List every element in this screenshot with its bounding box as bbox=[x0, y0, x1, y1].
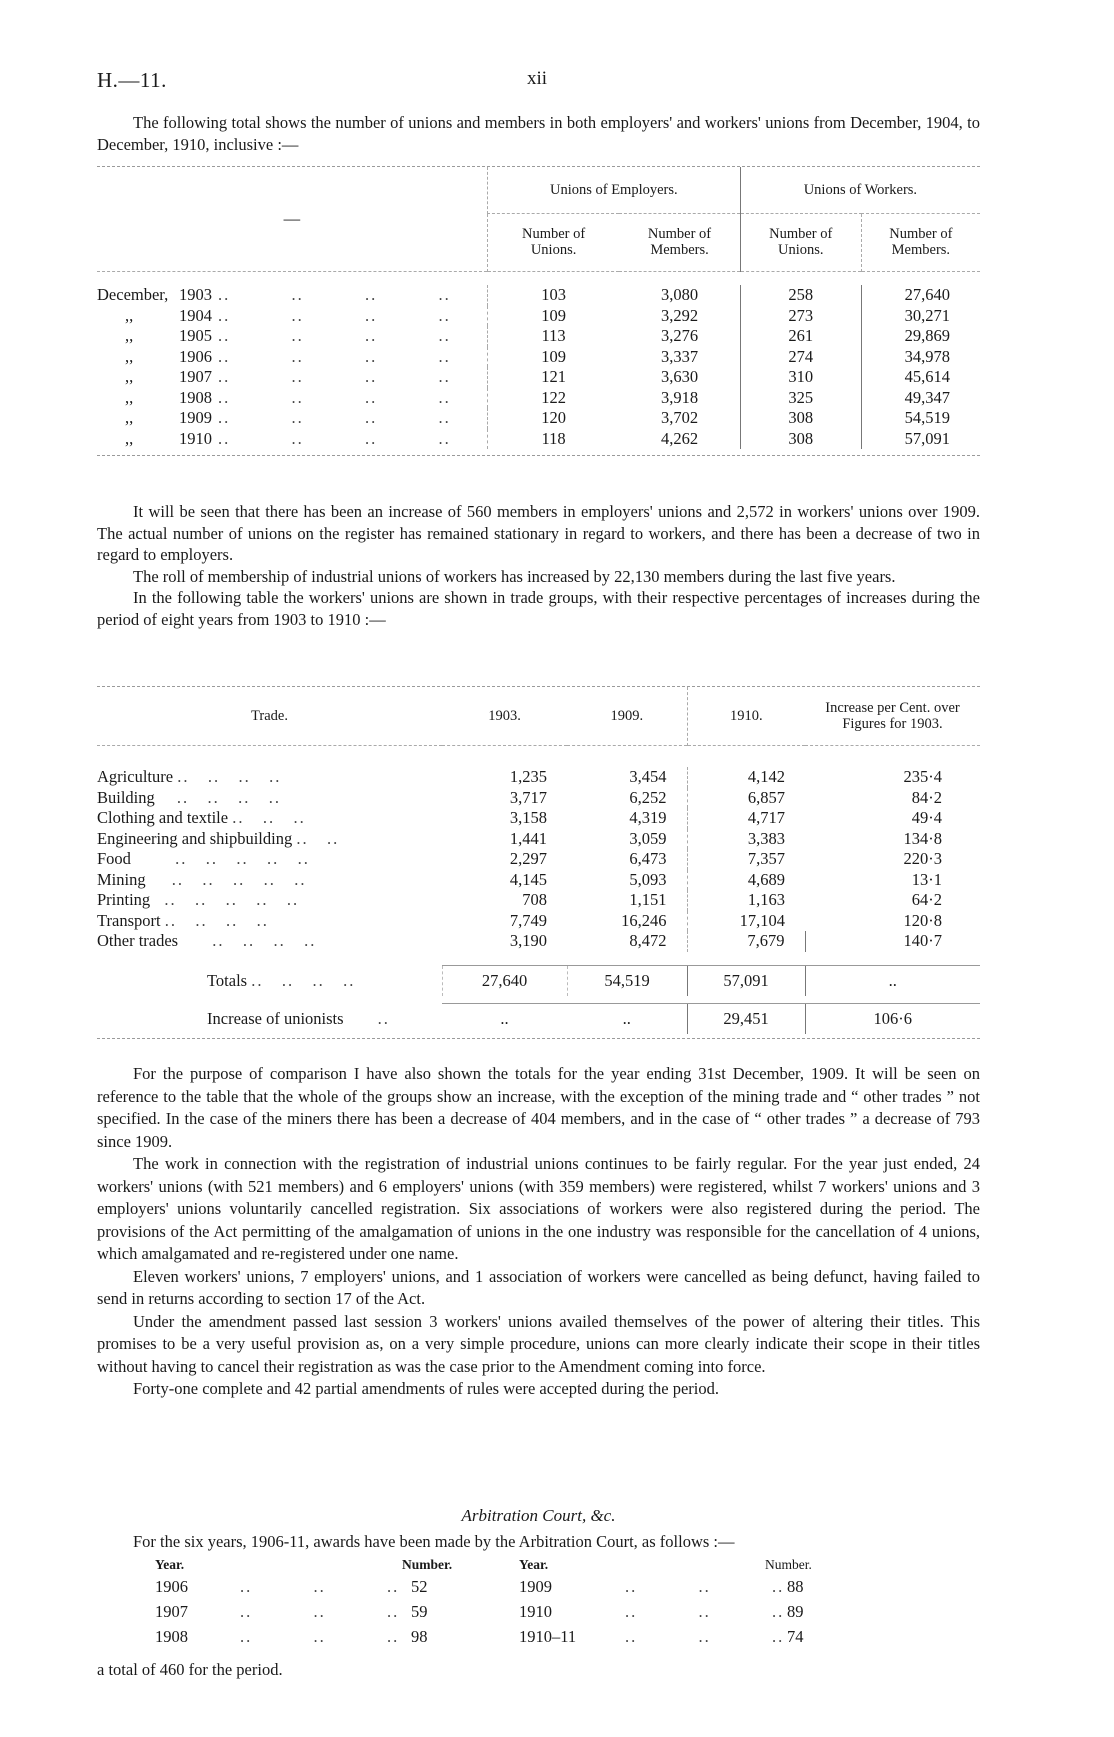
paragraph: The work in connection with the registration of industrial unions continues to be fairly regular. For the year just ended, 24 workers' unions (with 521 members) and 6 employers' unions (with 359 members) were registered, whilst 7 workers' unions and 3 employers' unions voluntarily cancelled registration. Six associations of workers were also registered during the period. The provisions of the Act permitting of the amalgamation of unions in the one industry was responsible for the cancellation of 4 unions, which amalgamated and re-registered under one name. bbox=[97, 1154, 980, 1263]
trade-name: Building bbox=[97, 787, 155, 807]
trade-name: Mining bbox=[97, 869, 146, 889]
value-increase-pct: 120·8 bbox=[903, 910, 942, 930]
award-number: 59 bbox=[411, 1602, 428, 1621]
paragraph: Eleven workers' unions, 7 employers' unions, and 1 association of workers were cancelled as being defunct, having failed to send in returns according to section 17 of the Act. bbox=[97, 1266, 980, 1308]
table-row bbox=[97, 388, 980, 409]
row-year: 1908 bbox=[179, 387, 212, 407]
value-1909: 5,093 bbox=[629, 869, 667, 889]
employer-members: 3,276 bbox=[660, 326, 699, 346]
dot-leader: .. .. .. .. bbox=[177, 767, 282, 787]
worker-members: 49,347 bbox=[861, 388, 980, 409]
row-year: 1907 bbox=[179, 367, 212, 387]
employer-unions: 109 bbox=[487, 306, 619, 327]
paragraph: In the following table the workers' unions are shown in trade groups, with their respective percentages of increases during the period of eight years from 1903 to 1910 :— bbox=[97, 588, 980, 629]
table-row bbox=[97, 808, 980, 829]
value-1910: 1,163 bbox=[687, 890, 805, 911]
value-1910: 17,104 bbox=[687, 911, 805, 932]
row-year: 1905 bbox=[179, 326, 212, 346]
dot-leader: .. .. .. bbox=[240, 1627, 400, 1646]
total-increase-pct: .. bbox=[805, 966, 980, 996]
dot-leader: .. .. .. .. bbox=[164, 910, 269, 930]
section-heading: Arbitration Court, &c. bbox=[461, 1506, 616, 1525]
dot-leader: .. .. .. .. bbox=[218, 305, 451, 325]
trade-name: Food bbox=[97, 849, 131, 869]
award-number: 74 bbox=[787, 1627, 804, 1646]
increase-1910: 29,451 bbox=[687, 1004, 805, 1034]
value-1909: 3,454 bbox=[629, 767, 667, 787]
closing-line: a total of 460 for the period. bbox=[97, 1660, 283, 1679]
dot-leader: .. .. .. .. bbox=[218, 326, 451, 346]
worker-members: 57,091 bbox=[861, 429, 980, 450]
worker-members: 30,271 bbox=[861, 306, 980, 327]
dot-leader: .. .. .. .. .. bbox=[175, 849, 310, 869]
employer-members: 3,702 bbox=[660, 408, 699, 428]
document-reference: H.—11. bbox=[97, 68, 167, 92]
worker-unions: 261 bbox=[740, 326, 861, 347]
value-1909: 8,472 bbox=[629, 931, 667, 951]
value-1909: 4,319 bbox=[629, 808, 667, 828]
increase-label: Increase of unionists bbox=[207, 1008, 344, 1028]
table-row bbox=[97, 788, 980, 809]
table-row bbox=[97, 849, 980, 870]
award-number: 89 bbox=[787, 1602, 804, 1621]
table2 bbox=[97, 687, 980, 1034]
row-label-prefix: ,, bbox=[125, 428, 134, 448]
trade-groups-table bbox=[97, 686, 980, 1039]
dot-leader: .. .. .. .. bbox=[251, 970, 356, 990]
value-increase-pct: 84·2 bbox=[911, 787, 942, 807]
col-header-number-left: Number. bbox=[402, 1557, 453, 1572]
intro-paragraph: The following total shows the number of unions and members in both employers' and workers' unions from December, 1904, to December, 1910, inclusive :— bbox=[97, 113, 980, 154]
dot-leader: .. .. .. bbox=[240, 1602, 400, 1621]
award-year: 1909 bbox=[519, 1577, 552, 1596]
worker-unions: 325 bbox=[740, 388, 861, 409]
value-1903: 1,441 bbox=[509, 828, 547, 848]
table-row bbox=[97, 931, 980, 952]
employer-unions: 120 bbox=[487, 408, 619, 429]
employer-members: 3,292 bbox=[660, 305, 699, 325]
table-row bbox=[97, 890, 980, 911]
paragraph: Forty-one complete and 42 partial amendments of rules were accepted during the period. bbox=[133, 1379, 719, 1398]
dot-leader: .. .. .. .. bbox=[218, 285, 451, 305]
row-label-prefix: ,, bbox=[125, 305, 134, 325]
worker-unions: 308 bbox=[740, 429, 861, 450]
page-header bbox=[97, 68, 980, 94]
table-row bbox=[97, 367, 980, 388]
award-year: 1910 bbox=[519, 1602, 552, 1621]
value-1910: 4,142 bbox=[687, 767, 805, 788]
col-header-employer-unions: Number of Unions. bbox=[487, 213, 619, 271]
page-number: xii bbox=[527, 68, 548, 89]
table-row bbox=[97, 408, 980, 429]
table-bottom-rule bbox=[97, 1038, 980, 1039]
employer-members: 4,262 bbox=[660, 428, 699, 448]
dot-leader: .. bbox=[377, 1008, 390, 1028]
col-header-year-right: Year. bbox=[519, 1557, 549, 1572]
table-bottom-rule bbox=[97, 455, 980, 456]
paragraph: For the purpose of comparison I have also shown the totals for the year ending 31st December, 1909. It will be seen on reference to the table that the whole of the groups show an increase, with the exception of the mining trade and “ other trades ” not specified. In the case of the miners there has been a decrease of 404 members, and in the case of “ other trades ” a decrease of 793 since 1909. bbox=[97, 1064, 980, 1151]
table-row bbox=[97, 829, 980, 850]
value-1910: 7,679 bbox=[687, 931, 805, 952]
registration-section bbox=[97, 1063, 980, 1401]
dot-leader: .. .. .. .. bbox=[218, 428, 451, 448]
worker-members: 45,614 bbox=[861, 367, 980, 388]
worker-members: 54,519 bbox=[861, 408, 980, 429]
dot-leader: .. .. .. .. bbox=[218, 346, 451, 366]
table-row bbox=[97, 870, 980, 891]
dot-leader: .. .. .. bbox=[625, 1602, 785, 1621]
col-header-number-right: Number. bbox=[765, 1557, 812, 1572]
trade-name: Clothing and textile bbox=[97, 808, 229, 828]
dot-leader: .. .. bbox=[296, 828, 340, 848]
analysis-section bbox=[97, 501, 980, 630]
value-1903: 3,717 bbox=[509, 787, 547, 807]
col-header-worker-members: Number of Members. bbox=[861, 213, 980, 271]
employer-unions: 103 bbox=[487, 285, 619, 306]
arbitration-section bbox=[97, 1503, 980, 1681]
paragraph: It will be seen that there has been an increase of 560 members in employers' unions and 2,572 in workers' unions over 1909. The actual number of unions on the register has remained stationary in regard to workers, and there has been a decrease of two in regard to employers. bbox=[97, 502, 980, 564]
value-1910: 6,857 bbox=[687, 788, 805, 809]
increase-1909: .. bbox=[622, 1008, 631, 1028]
employer-unions: 118 bbox=[487, 429, 619, 450]
dot-leader: .. .. .. bbox=[625, 1577, 785, 1596]
employer-members: 3,918 bbox=[660, 387, 699, 407]
col-header-trade: Trade. bbox=[251, 707, 288, 724]
row-year: 1903 bbox=[179, 285, 212, 305]
value-1909: 16,246 bbox=[621, 910, 667, 930]
dot-leader: .. .. .. .. bbox=[212, 931, 317, 951]
col-header-year-left: Year. bbox=[155, 1557, 185, 1572]
value-1903: 3,158 bbox=[509, 808, 547, 828]
increase-pct: 106·6 bbox=[805, 1004, 980, 1034]
value-1909: 6,252 bbox=[629, 787, 667, 807]
value-increase-pct: 220·3 bbox=[903, 849, 942, 869]
row-label-prefix: ,, bbox=[125, 367, 134, 387]
totals-row bbox=[97, 966, 980, 996]
dot-leader: .. .. .. bbox=[232, 808, 306, 828]
value-increase-pct: 140·7 bbox=[805, 931, 980, 952]
value-1903: 1,235 bbox=[509, 767, 547, 787]
table-row bbox=[97, 306, 980, 327]
table-row bbox=[97, 347, 980, 368]
total-1903: 27,640 bbox=[442, 966, 567, 996]
value-1910: 7,357 bbox=[687, 849, 805, 870]
value-1909: 3,059 bbox=[629, 828, 667, 848]
table-row bbox=[97, 767, 980, 788]
dot-leader: .. .. .. bbox=[240, 1577, 400, 1596]
employer-members: 3,630 bbox=[660, 367, 699, 387]
value-1909: 6,473 bbox=[629, 849, 667, 869]
worker-unions: 308 bbox=[740, 408, 861, 429]
row-year: 1909 bbox=[179, 408, 212, 428]
dot-leader: .. .. .. bbox=[625, 1627, 785, 1646]
dot-leader: .. .. .. .. bbox=[218, 387, 451, 407]
row-label-prefix: ,, bbox=[125, 346, 134, 366]
value-increase-pct: 13·1 bbox=[911, 869, 942, 889]
award-year: 1907 bbox=[155, 1602, 188, 1621]
increase-row bbox=[97, 1004, 980, 1034]
award-year: 1908 bbox=[155, 1627, 188, 1646]
table-row bbox=[97, 911, 980, 932]
award-row bbox=[155, 1602, 985, 1627]
worker-unions: 310 bbox=[740, 367, 861, 388]
trade-name: Engineering and shipbuilding bbox=[97, 828, 293, 848]
stub-header: — bbox=[283, 208, 301, 228]
increase-1903: .. bbox=[500, 1008, 509, 1028]
employer-unions: 122 bbox=[487, 388, 619, 409]
table-row bbox=[97, 285, 980, 306]
trade-name: Agriculture bbox=[97, 767, 174, 787]
worker-members: 29,869 bbox=[861, 326, 980, 347]
value-1910: 4,717 bbox=[687, 808, 805, 829]
worker-members: 34,978 bbox=[861, 347, 980, 368]
intro-section bbox=[97, 112, 980, 155]
dot-leader: .. .. .. .. .. bbox=[164, 890, 300, 910]
total-1909: 54,519 bbox=[567, 966, 687, 996]
arbitration-intro: For the six years, 1906-11, awards have been made by the Arbitration Court, as follows :— bbox=[133, 1532, 735, 1551]
col-header-1910: 1910. bbox=[687, 687, 805, 745]
award-year: 1906 bbox=[155, 1577, 188, 1596]
worker-unions: 273 bbox=[740, 306, 861, 327]
row-year: 1906 bbox=[179, 346, 212, 366]
awards-list bbox=[97, 1555, 980, 1655]
value-increase-pct: 64·2 bbox=[911, 890, 942, 910]
dot-leader: .. .. .. .. .. bbox=[171, 869, 307, 889]
col-header-worker-unions: Number of Unions. bbox=[740, 213, 861, 271]
paragraph: Under the amendment passed last session 3 workers' unions availed themselves of the power of altering their titles. This promises to be a very useful provision as, on a very simple procedure, unions can more clearly indicate their scope in their titles without having to cancel their registration as was the case prior to the Amendment coming into force. bbox=[97, 1311, 980, 1376]
value-increase-pct: 134·8 bbox=[903, 828, 942, 848]
totals-label: Totals bbox=[207, 970, 248, 990]
value-1903: 7,749 bbox=[509, 910, 547, 930]
award-row bbox=[155, 1577, 985, 1602]
value-increase-pct: 235·4 bbox=[903, 767, 942, 787]
col-header-employer-members: Number of Members. bbox=[647, 226, 712, 258]
row-label-prefix: ,, bbox=[125, 326, 134, 346]
trade-name: Transport bbox=[97, 910, 161, 930]
trade-name: Other trades bbox=[97, 931, 179, 951]
worker-members: 27,640 bbox=[861, 285, 980, 306]
group-header-employers: Unions of Employers. bbox=[487, 167, 740, 213]
employer-unions: 113 bbox=[487, 326, 619, 347]
col-header-increase-pct: Increase per Cent. over Figures for 1903. bbox=[825, 699, 960, 732]
row-year: 1910 bbox=[179, 428, 212, 448]
row-label-prefix: ,, bbox=[125, 387, 134, 407]
table-row bbox=[97, 429, 980, 450]
unions-membership-table bbox=[97, 166, 980, 456]
worker-unions: 274 bbox=[740, 347, 861, 368]
dot-leader: .. .. .. .. bbox=[176, 787, 282, 807]
value-1903: 4,145 bbox=[509, 869, 547, 889]
value-1910: 3,383 bbox=[687, 829, 805, 850]
value-increase-pct: 49·4 bbox=[911, 808, 942, 828]
worker-unions: 258 bbox=[740, 285, 861, 306]
dot-leader: .. .. .. .. bbox=[218, 408, 451, 428]
value-1910: 4,689 bbox=[687, 870, 805, 891]
row-label-prefix: December, bbox=[97, 285, 169, 305]
employer-members: 3,337 bbox=[660, 346, 699, 366]
col-header-1903: 1903. bbox=[488, 707, 521, 724]
row-year: 1904 bbox=[179, 305, 212, 325]
paragraph: The roll of membership of industrial unions of workers has increased by 22,130 members during the last five years. bbox=[133, 566, 896, 586]
value-1903: 3,190 bbox=[509, 931, 547, 951]
table1 bbox=[97, 167, 980, 449]
value-1903: 708 bbox=[522, 890, 547, 910]
table-row bbox=[97, 326, 980, 347]
employer-unions: 121 bbox=[487, 367, 619, 388]
value-1909: 1,151 bbox=[629, 890, 667, 910]
award-year: 1910–11 bbox=[519, 1627, 577, 1646]
trade-name: Printing bbox=[97, 890, 151, 910]
total-1910: 57,091 bbox=[687, 966, 805, 996]
group-header-workers: Unions of Workers. bbox=[740, 167, 980, 213]
award-row bbox=[155, 1627, 985, 1652]
employer-members: 3,080 bbox=[660, 285, 699, 305]
award-number: 98 bbox=[411, 1627, 428, 1646]
value-1903: 2,297 bbox=[509, 849, 547, 869]
employer-unions: 109 bbox=[487, 347, 619, 368]
dot-leader: .. .. .. .. bbox=[218, 367, 451, 387]
col-header-1909: 1909. bbox=[610, 707, 644, 724]
award-number: 52 bbox=[411, 1577, 428, 1596]
award-number: 88 bbox=[787, 1577, 804, 1596]
row-label-prefix: ,, bbox=[125, 408, 134, 428]
